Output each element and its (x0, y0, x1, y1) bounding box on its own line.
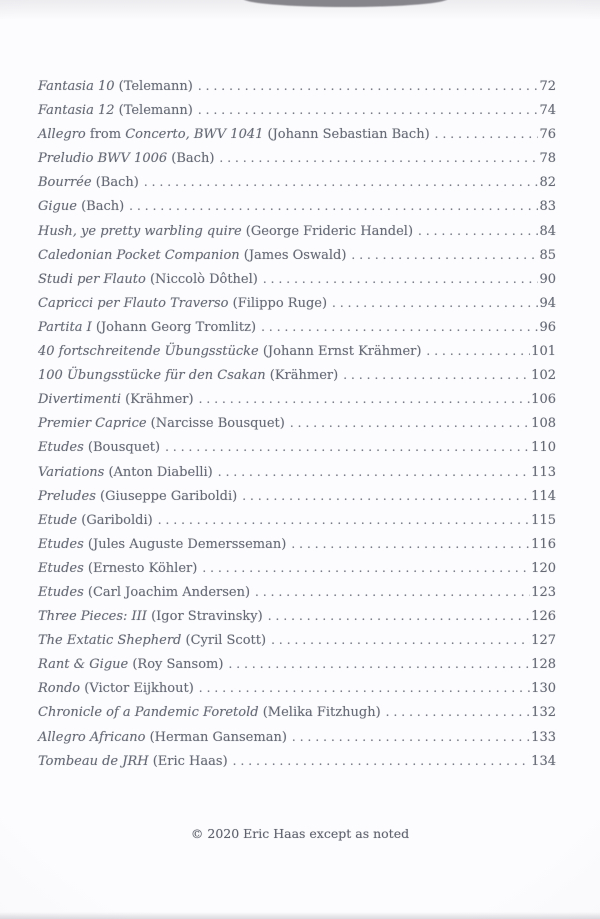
toc-entry-page-number: 94 (539, 295, 556, 311)
toc-entry (38, 585, 556, 609)
toc-title-roman-segment: (Carl Joachim Andersen) (83, 584, 251, 600)
toc-entry (38, 272, 556, 296)
toc-entry-title (38, 754, 228, 769)
toc-entry (38, 609, 556, 633)
toc-title-roman-segment: (George Frideric Handel) (241, 223, 414, 239)
toc-entry (38, 344, 556, 368)
dot-leader (219, 151, 538, 165)
toc-title-roman-segment: (Roy Sansom) (128, 657, 224, 673)
toc-entry (38, 489, 556, 513)
toc-entry-title (38, 513, 153, 528)
toc-entry-page-number: 76 (539, 127, 556, 143)
toc-entry-page-number: 78 (539, 151, 556, 167)
toc-entry (38, 730, 556, 754)
toc-entry-title (38, 730, 287, 745)
dot-leader (199, 681, 530, 695)
dot-leader (242, 489, 530, 503)
dot-leader (144, 175, 539, 189)
toc-entry-page-number: 85 (539, 247, 556, 263)
toc-entry-title (38, 465, 213, 480)
toc-entry-page-number: 130 (531, 681, 556, 697)
toc-title-italic-segment: Gigue (38, 199, 77, 215)
toc-title-roman-segment: (Eric Haas) (148, 753, 228, 769)
toc-entry (38, 513, 556, 537)
dot-leader (261, 320, 538, 334)
toc-title-italic-segment: 100 Übungsstücke für den Csakan (38, 368, 266, 384)
toc-entry-title (38, 416, 285, 431)
toc-entry (38, 224, 556, 248)
toc-title-italic-segment: Three Pieces: III (38, 609, 147, 625)
toc-title-italic-segment: Tombeau de JRH (38, 753, 149, 769)
toc-entry-title (38, 489, 237, 504)
toc-entry-page-number: 128 (531, 657, 556, 673)
toc-title-roman-segment: (Krähmer) (121, 392, 194, 408)
dot-leader (435, 127, 539, 141)
toc-entry-title (38, 272, 258, 287)
toc-entry-title (38, 585, 250, 600)
toc-title-roman-segment: (Bousquet) (83, 440, 161, 456)
toc-title-roman-segment: (Niccolò Dôthel) (145, 271, 258, 287)
dot-leader (386, 705, 531, 719)
toc-title-italic-segment: Studi per Flauto (38, 271, 146, 287)
toc-entry (38, 754, 556, 778)
toc-title-roman-segment: (Ernesto Köhler) (83, 560, 198, 576)
toc-title-italic-segment: Fantasia 12 (38, 103, 115, 119)
toc-entry-title (38, 561, 197, 576)
dot-leader (291, 537, 530, 551)
toc-title-roman-segment: (Krähmer) (265, 368, 339, 384)
toc-entry-page-number: 134 (531, 753, 556, 769)
toc-entry-page-number: 126 (531, 609, 556, 625)
toc-title-italic-segment: The Extatic Shepherd (38, 633, 182, 649)
toc-title-italic-segment: Chronicle of a Pandemic Foretold (38, 705, 259, 721)
dot-leader (418, 224, 538, 238)
toc-entry-page-number: 96 (539, 319, 556, 335)
toc-title-roman-segment: (Bach) (167, 151, 215, 167)
toc-entry (38, 416, 556, 440)
toc-title-italic-segment: Variations (38, 464, 105, 480)
dot-leader (198, 79, 539, 93)
toc-entry-page-number: 115 (531, 512, 556, 528)
toc-title-roman-segment: (Telemann) (114, 103, 193, 119)
dot-leader (228, 657, 530, 671)
toc-entry (38, 103, 556, 127)
toc-title-italic-segment: Etude (38, 512, 78, 528)
toc-entry (38, 79, 556, 103)
toc-entry-title (38, 440, 160, 455)
toc-title-roman-segment: (Anton Diabelli) (104, 464, 213, 480)
dot-leader (198, 103, 539, 117)
toc-title-roman-segment: (Cyril Scott) (181, 633, 267, 649)
toc-entry (38, 465, 556, 489)
toc-entry (38, 561, 556, 585)
toc-entry (38, 368, 556, 392)
toc-title-italic-segment: Rant & Gigue (38, 657, 129, 673)
toc-entry (38, 127, 556, 151)
dot-leader (129, 199, 538, 213)
toc-title-italic-segment: Fantasia 10 (38, 79, 115, 94)
toc-entry-title (38, 248, 346, 263)
toc-entry (38, 440, 556, 464)
toc-title-roman-segment: (Johann Georg Tromlitz) (91, 319, 257, 335)
toc-title-italic-segment: Allegro (38, 127, 86, 143)
dot-leader (165, 440, 530, 454)
dot-leader (218, 465, 530, 479)
toc-title-italic-segment: 40 fortschreitende Übungsstücke (38, 344, 259, 360)
toc-title-roman-segment: (Melika Fitzhugh) (258, 705, 381, 721)
toc-entry-page-number: 74 (539, 103, 556, 119)
toc-title-italic-segment: Preludes (38, 488, 96, 504)
toc-title-roman-segment: (Narcisse Bousquet) (146, 416, 285, 432)
toc-entry-page-number: 110 (531, 440, 556, 456)
toc-entry-title (38, 224, 413, 239)
toc-title-italic-segment: Partita I (38, 319, 92, 335)
toc-title-roman-segment: (Jules Auguste Demersseman) (83, 536, 287, 552)
toc-title-italic-segment: Caledonian Pocket Companion (38, 247, 240, 263)
toc-entry-title (38, 103, 193, 118)
toc-title-roman-segment: from (85, 127, 126, 143)
toc-title-italic-segment: Etudes (38, 584, 84, 600)
toc-entry-title (38, 537, 286, 552)
toc-entry (38, 151, 556, 175)
dot-leader (233, 754, 531, 768)
dot-leader (351, 248, 538, 262)
toc-entry-page-number: 114 (531, 488, 556, 504)
toc-entry-title (38, 705, 381, 720)
toc-entry-title (38, 175, 139, 190)
toc-title-roman-segment: (James Oswald) (239, 247, 347, 263)
dot-leader (332, 296, 538, 310)
toc-entry (38, 248, 556, 272)
toc-entry-page-number: 83 (539, 199, 556, 215)
toc-entry-page-number: 102 (531, 368, 556, 384)
toc-title-italic-segment: Allegro Africano (38, 729, 146, 745)
toc-entry-title (38, 657, 223, 672)
toc-entry-title (38, 392, 194, 407)
toc-entry (38, 199, 556, 223)
toc-title-roman-segment: (Telemann) (114, 79, 193, 94)
toc-title-roman-segment: (Bach) (76, 199, 125, 215)
toc-entry (38, 657, 556, 681)
dot-leader (158, 513, 530, 527)
dot-leader (271, 633, 530, 647)
toc-entry-page-number: 132 (531, 705, 556, 721)
dot-leader (343, 368, 530, 382)
toc-title-roman-segment: (Gariboldi) (77, 512, 153, 528)
toc-entry-page-number: 113 (531, 464, 556, 480)
toc-entry (38, 320, 556, 344)
toc-entry-title (38, 681, 194, 696)
toc-entry-page-number: 90 (539, 271, 556, 287)
toc-title-italic-segment: Divertimenti (38, 392, 121, 408)
toc-title-italic-segment: Concerto, BWV 1041 (125, 127, 264, 143)
toc-entry-title (38, 199, 124, 214)
toc-entry-title (38, 79, 193, 94)
toc-title-roman-segment: (Igor Stravinsky) (146, 609, 263, 625)
toc-title-roman-segment: (Johann Sebastian Bach) (263, 127, 430, 143)
toc-entry (38, 392, 556, 416)
toc-title-italic-segment: Preludio BWV 1006 (38, 151, 168, 167)
toc-entry-page-number: 82 (539, 175, 556, 191)
toc-entry (38, 633, 556, 657)
toc-entry-title (38, 633, 266, 648)
dot-leader (292, 730, 530, 744)
toc-title-roman-segment: (Filippo Ruge) (228, 295, 328, 311)
toc-entry (38, 175, 556, 199)
table-of-contents (38, 79, 556, 778)
toc-entry-title (38, 151, 214, 166)
copyright-footer: © 2020 Eric Haas except as noted (190, 826, 410, 841)
toc-title-italic-segment: Etudes (38, 536, 84, 552)
toc-title-roman-segment: (Bach) (91, 175, 139, 191)
toc-title-italic-segment: Etudes (38, 440, 84, 456)
toc-entry (38, 296, 556, 320)
toc-title-roman-segment: (Herman Ganseman) (145, 729, 287, 745)
toc-entry (38, 537, 556, 561)
toc-entry-page-number: 127 (531, 633, 556, 649)
toc-entry (38, 705, 556, 729)
toc-title-italic-segment: Premier Caprice (38, 416, 147, 432)
dot-leader (255, 585, 530, 599)
toc-entry-title (38, 320, 256, 335)
scan-edge-shadow (243, 0, 448, 7)
toc-title-roman-segment: (Johann Ernst Krähmer) (258, 344, 422, 360)
toc-entry-title (38, 609, 263, 624)
dot-leader (268, 609, 530, 623)
toc-entry-title (38, 368, 338, 383)
toc-entry-page-number: 106 (531, 392, 556, 408)
toc-title-italic-segment: Bourrée (38, 175, 92, 191)
toc-entry-title (38, 296, 327, 311)
toc-title-italic-segment: Rondo (38, 681, 81, 697)
toc-entry-page-number: 120 (531, 560, 556, 576)
toc-entry-page-number: 123 (531, 584, 556, 600)
dot-leader (199, 392, 531, 406)
dot-leader (202, 561, 530, 575)
toc-entry-page-number: 133 (531, 729, 556, 745)
toc-entry-page-number: 108 (531, 416, 556, 432)
toc-title-italic-segment: Hush, ye pretty warbling quire (38, 223, 242, 239)
dot-leader (263, 272, 539, 286)
dot-leader (290, 416, 530, 430)
toc-entry-title (38, 344, 421, 359)
toc-entry-page-number: 101 (531, 344, 556, 360)
toc-entry (38, 681, 556, 705)
toc-title-italic-segment: Etudes (38, 560, 84, 576)
toc-entry-title (38, 127, 430, 142)
toc-entry-page-number: 84 (539, 223, 556, 239)
toc-entry-page-number: 72 (539, 79, 556, 94)
toc-title-italic-segment: Capricci per Flauto Traverso (38, 295, 229, 311)
toc-entry-page-number: 116 (531, 536, 556, 552)
toc-title-roman-segment: (Giuseppe Gariboldi) (95, 488, 238, 504)
dot-leader (426, 344, 530, 358)
toc-title-roman-segment: (Victor Eijkhout) (80, 681, 194, 697)
